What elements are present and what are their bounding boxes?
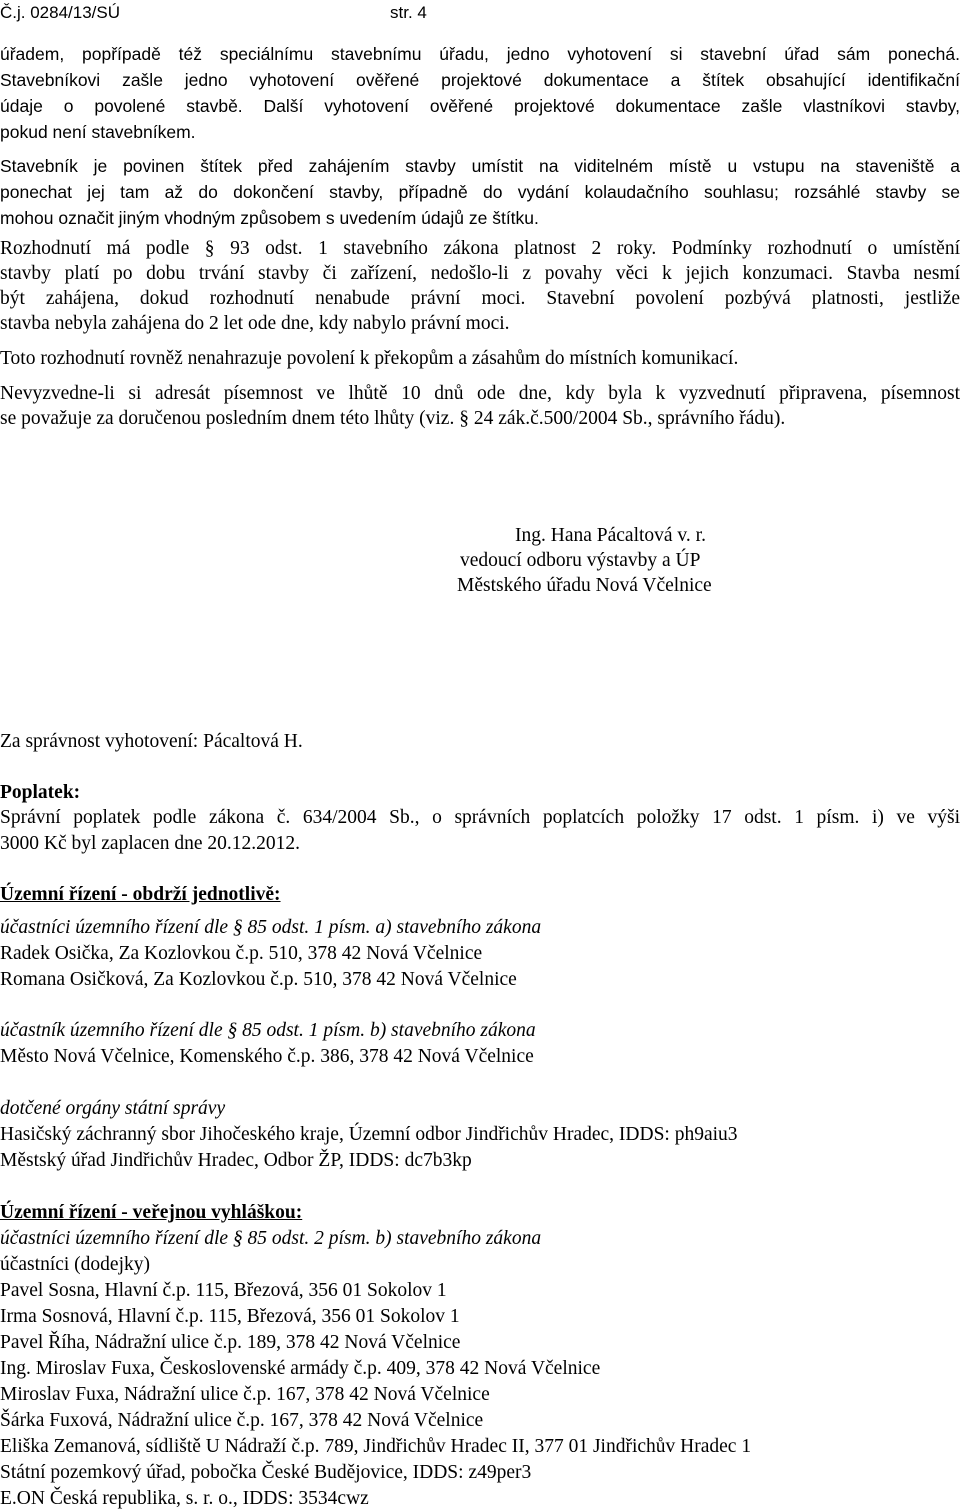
para1-line: Stavebníkovi zašle jedno vyhotovení ověřené projektové dokumentace a štítek obsahující identifikační bbox=[0, 70, 960, 90]
recipient: Město Nová Včelnice, Komenského č.p. 386, 378 42 Nová Včelnice bbox=[0, 1046, 534, 1067]
public-group-title: účastníci územního řízení dle § 85 odst. 2 písm. b) stavebního zákona bbox=[0, 1228, 542, 1249]
para1-line: úřadem, popřípadě též speciálnímu stavebnímu úřadu, jedno vyhotovení si stavební úřad sám ponechá. bbox=[0, 44, 960, 64]
public-subtitle: účastníci (dodejky) bbox=[0, 1254, 150, 1275]
para3-line: být zahájena, dokud rozhodnutí nenabude právní moci. Stavební povolení pozbývá platnosti, jestliže bbox=[0, 288, 960, 309]
fee-line: 3000 Kč byl zaplacen dne 20.12.2012. bbox=[0, 833, 301, 854]
individual-heading: Územní řízení - obdrží jednotlivě: bbox=[0, 884, 281, 905]
public-heading: Územní řízení - veřejnou vyhláškou: bbox=[0, 1202, 303, 1223]
para5-line: Nevyzvedne-li si adresát písemnost ve lhůtě 10 dnů ode dne, kdy byla k vyzvednutí připravena, písemnost bbox=[0, 383, 960, 404]
signatory-office: Městského úřadu Nová Včelnice bbox=[457, 575, 712, 596]
fee-heading: Poplatek: bbox=[0, 782, 81, 803]
group-a-title: účastníci územního řízení dle § 85 odst. 1 písm. a) stavebního zákona bbox=[0, 917, 542, 938]
recipient: Miroslav Fuxa, Nádražní ulice č.p. 167, 378 42 Nová Včelnice bbox=[0, 1384, 490, 1405]
page-number: str. 4 bbox=[390, 3, 427, 22]
recipient: Pavel Sosna, Hlavní č.p. 115, Březová, 356 01 Sokolov 1 bbox=[0, 1280, 447, 1301]
para1-line: pokud není stavebníkem. bbox=[0, 122, 196, 142]
para3-line: Rozhodnutí má podle § 93 odst. 1 stavebního zákona platnost 2 roky. Podmínky rozhodnutí o umístění bbox=[0, 238, 960, 259]
recipient: Pavel Říha, Nádražní ulice č.p. 189, 378 42 Nová Včelnice bbox=[0, 1332, 461, 1353]
recipient: Státní pozemkový úřad, pobočka České Budějovice, IDDS: z49per3 bbox=[0, 1462, 532, 1483]
recipient: Romana Osičková, Za Kozlovkou č.p. 510, 378 42 Nová Včelnice bbox=[0, 969, 517, 990]
para3-line: stavba nebyla zahájena do 2 let ode dne, kdy nabylo právní moci. bbox=[0, 313, 510, 334]
para2-line: ponechat jej tam až do dokončení stavby, případně do vydání kolaudačního souhlasu; rozsáhlé stavby se bbox=[0, 182, 960, 202]
para5-line: se považuje za doručenou posledním dnem této lhůty (viz. § 24 zák.č.500/2004 Sb., správního řádu). bbox=[0, 408, 786, 429]
recipient: Městský úřad Jindřichův Hradec, Odbor ŽP, IDDS: dc7b3kp bbox=[0, 1150, 472, 1171]
document-reference: Č.j. 0284/13/SÚ bbox=[0, 3, 121, 22]
recipient: Ing. Miroslav Fuxa, Československé armády č.p. 409, 378 42 Nová Včelnice bbox=[0, 1358, 601, 1379]
signatory-name: Ing. Hana Pácaltová v. r. bbox=[515, 525, 706, 546]
recipient: Šárka Fuxová, Nádražní ulice č.p. 167, 378 42 Nová Včelnice bbox=[0, 1410, 484, 1431]
recipient: Irma Sosnová, Hlavní č.p. 115, Březová, 356 01 Sokolov 1 bbox=[0, 1306, 460, 1327]
signatory-role: vedoucí odboru výstavby a ÚP bbox=[460, 550, 701, 571]
para2-line: mohou označit jiným vhodným způsobem s uvedením údajů ze štítku. bbox=[0, 208, 539, 228]
correctness-note: Za správnost vyhotovení: Pácaltová H. bbox=[0, 731, 303, 752]
recipient: Eliška Zemanová, sídliště U Nádraží č.p. 789, Jindřichův Hradec II, 377 01 Jindřichův Hradec 1 bbox=[0, 1436, 752, 1457]
para3-line: stavby platí po dobu trvání stavby či zařízení, nedošlo-li z povahy věci k jejich konzumaci. Stavba nesmí bbox=[0, 263, 960, 284]
group-b-title: účastník územního řízení dle § 85 odst. 1 písm. b) stavebního zákona bbox=[0, 1020, 536, 1041]
fee-line: Správní poplatek podle zákona č. 634/2004 Sb., o správních poplatcích položky 17 odst. 1 písm. i) ve výši bbox=[0, 807, 960, 828]
para2-line: Stavebník je povinen štítek před zahájením stavby umístit na viditelném místě u vstupu na staveniště a bbox=[0, 156, 960, 176]
group-c-title: dotčené orgány státní správy bbox=[0, 1098, 226, 1119]
recipient: Radek Osička, Za Kozlovkou č.p. 510, 378 42 Nová Včelnice bbox=[0, 943, 483, 964]
recipient: Hasičský záchranný sbor Jihočeského kraje, Územní odbor Jindřichův Hradec, IDDS: ph9aiu3 bbox=[0, 1124, 738, 1145]
para1-line: údaje o povolené stavbě. Další vyhotovení ověřené projektové dokumentace zašle vlastníkovi stavby, bbox=[0, 96, 960, 116]
recipient: E.ON Česká republika, s. r. o., IDDS: 3534cwz bbox=[0, 1488, 369, 1509]
para4: Toto rozhodnutí rovněž nenahrazuje povolení k překopům a zásahům do místních komunikací. bbox=[0, 348, 739, 369]
